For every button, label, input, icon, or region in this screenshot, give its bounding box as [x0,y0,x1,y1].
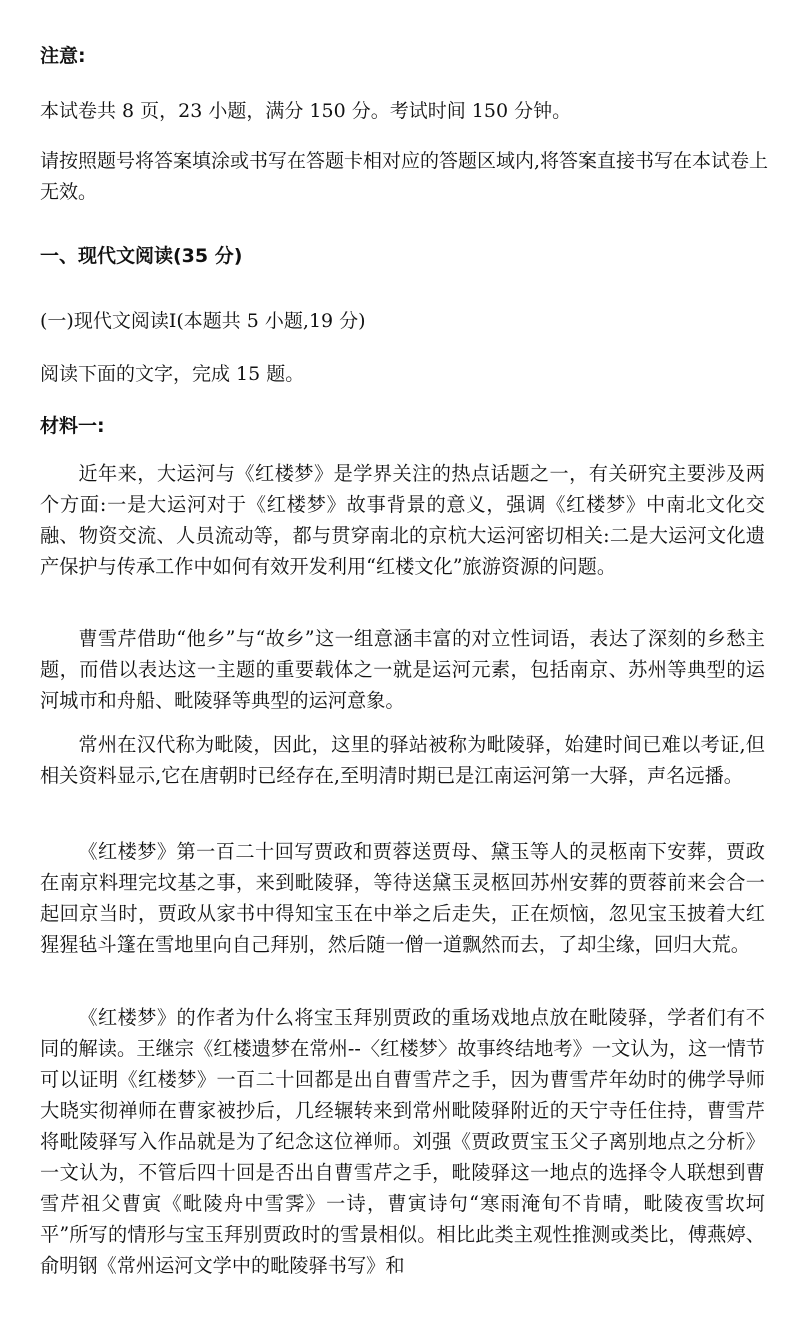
paragraph-4: 《红楼梦》第一百二十回写贾政和贾蓉送贾母、黛玉等人的灵柩南下安葬，贾政在南京料理完坟基之事，来到毗陵驿，等待送黛玉灵柩回苏州安葬的贾蓉前来会合一起回京当时，贾政从家书中得知宝玉在中举之后走失，正在烦恼，忽见宝玉披着大红猩猩毡斗篷在雪地里向自己拜别，然后随一僧一道飘然而去，了却尘缘，回归大荒。 [40,840,765,956]
notice-heading: 注意: [40,45,86,67]
material-label: 材料一: [40,415,105,437]
paragraph-3: 常州在汉代称为毗陵，因此，这里的驿站被称为毗陵驿，始建时间已难以考证,但相关资料显示,它在唐朝时已经存在,至明清时期已是江南运河第一大驿，声名远播。 [40,733,765,787]
notice-line-1: 本试卷共 8 页，23 小题，满分 150 分。考试时间 150 分钟。 [40,100,572,122]
paragraph-2: 曹雪芹借助“他乡”与“故乡”这一组意涵丰富的对立性词语，表达了深刻的乡愁主题，而借以表达这一主题的重要载体之一就是运河元素，包括南京、苏州等典型的运河城市和舟船、毗陵驿等典型的运河意象。 [40,627,765,712]
paragraph-1: 近年来，大运河与《红楼梦》是学界关注的热点话题之一，有关研究主要涉及两个方面:一是大运河对于《红楼梦》故事背景的意义，强调《红楼梦》中南北文化交融、物资交流、人员流动等，都与贯穿南北的京杭大运河密切相关:二是大运河文化遗产保护与传承工作中如何有效开发利用“红楼文化”旅游资源的问题。 [40,462,765,578]
section-title: 一、现代文阅读(35 分) [40,245,243,267]
section-subtitle: (一)现代文阅读Ⅰ(本题共 5 小题,19 分) [40,310,366,332]
notice-line-2: 请按照题号将答案填涂或书写在答题卡相对应的答题区域内,将答案直接书写在本试卷上无效。 [40,150,769,203]
reading-instruction: 阅读下面的文字，完成 15 题。 [40,363,305,385]
paragraph-5: 《红楼梦》的作者为什么将宝玉拜别贾政的重场戏地点放在毗陵驿，学者们有不同的解读。王继宗《红楼遗梦在常州--〈红楼梦〉故事终结地考》一文认为，这一情节可以证明《红楼梦》一百二十回都是出自曹雪芹之手，因为曹雪芹年幼时的佛学导师大晓实彻禅师在曹家被抄后，几经辗转来到常州毗陵驿附近的天宁寺任住持，曹雪芹将毗陵驿写入作品就是为了纪念这位禅师。刘强《贾政贾宝玉父子离别地点之分析》一文认为，不管后四十回是否出自曹雪芹之手，毗陵驿这一地点的选择令人联想到曹雪芹祖父曹寅《毗陵舟中雪霁》一诗，曹寅诗句“寒雨淹旬不肯晴，毗陵夜雪坎坷平”所写的情形与宝玉拜别贾政时的雪景相似。相比此类主观性推测或类比，傅燕婷、俞明钢《常州运河文学中的毗陵驿书写》和 [40,1006,765,1277]
